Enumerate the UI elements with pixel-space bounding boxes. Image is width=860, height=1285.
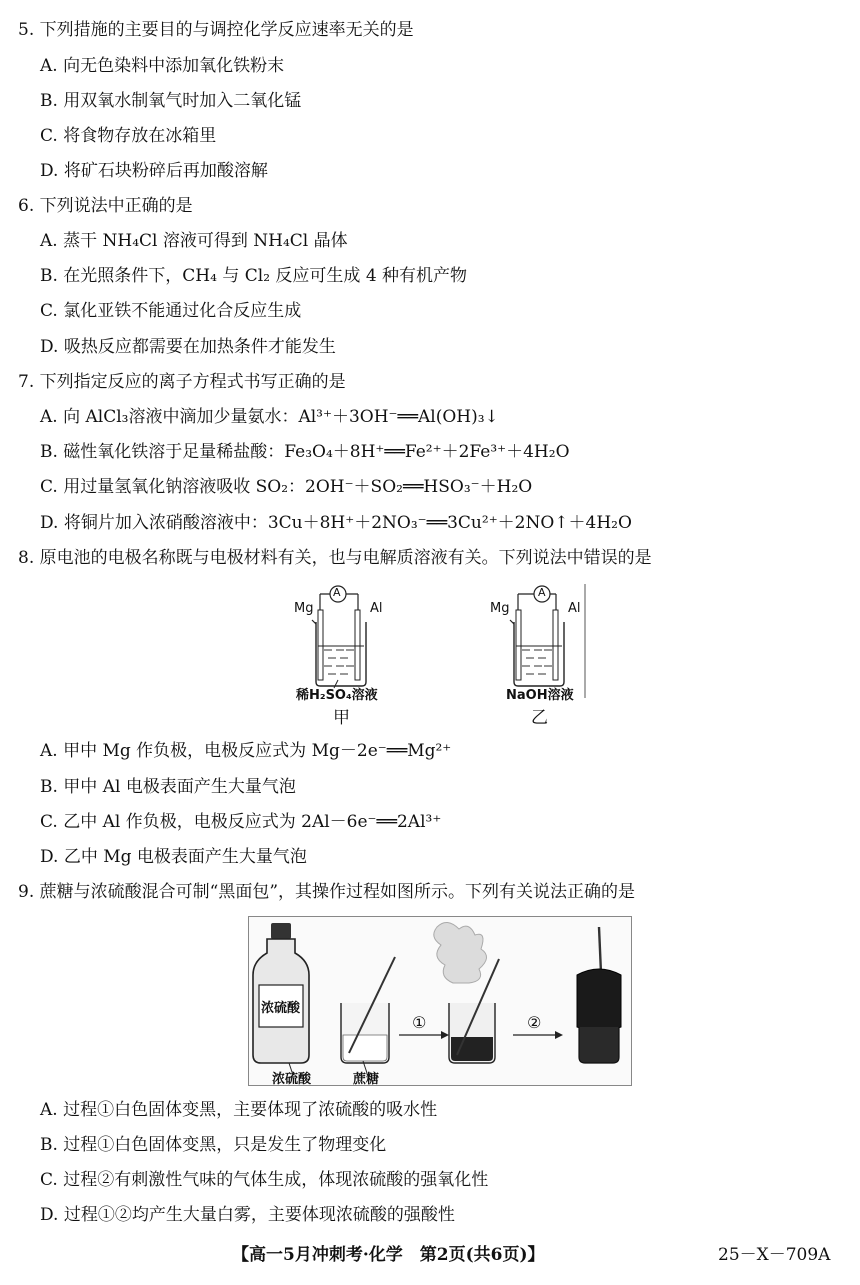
question-6-option-a: A. 蒸干 NH₄Cl 溶液可得到 NH₄Cl 晶体 bbox=[40, 231, 348, 251]
question-6-stem: 6. 下列说法中正确的是 bbox=[18, 196, 193, 216]
acid-caption: 浓硫酸 bbox=[272, 1072, 312, 1087]
step-2-label: ② bbox=[527, 1013, 542, 1032]
question-6-option-c: C. 氯化亚铁不能通过化合反应生成 bbox=[40, 301, 302, 321]
question-8-option-b: B. 甲中 Al 电极表面产生大量气泡 bbox=[40, 777, 296, 797]
black-bread-experiment-figure bbox=[248, 916, 632, 1086]
cell-yi-ammeter-label: A bbox=[538, 586, 546, 599]
cell-jia-solution-label: 稀H₂SO₄溶液 bbox=[296, 688, 378, 703]
acid-bottle-label: 浓硫酸 bbox=[261, 1001, 301, 1016]
question-8-option-d: D. 乙中 Mg 电极表面产生大量气泡 bbox=[40, 847, 307, 867]
cell-jia-ammeter-label: A bbox=[333, 586, 341, 599]
cell-yi-electrode-mg: Mg bbox=[490, 601, 510, 616]
question-9-option-a: A. 过程①白色固体变黑，主要体现了浓硫酸的吸水性 bbox=[40, 1100, 438, 1120]
cell-diagram-yi bbox=[488, 584, 588, 703]
page-footer-title: 【高一5月冲刺考·化学 第2页(共6页)】 bbox=[232, 1245, 545, 1265]
question-8-option-a: A. 甲中 Mg 作负极，电极反应式为 Mg－2e⁻══Mg²⁺ bbox=[40, 741, 452, 761]
question-8-stem: 8. 原电池的电极名称既与电极材料有关，也与电解质溶液有关。下列说法中错误的是 bbox=[18, 548, 652, 568]
question-5-option-d: D. 将矿石块粉碎后再加酸溶解 bbox=[40, 161, 268, 181]
page-footer-code: 25－X－709A bbox=[718, 1245, 831, 1265]
black-bread-experiment-drawing bbox=[249, 917, 631, 1085]
question-7-stem: 7. 下列指定反应的离子方程式书写正确的是 bbox=[18, 372, 346, 392]
cell-yi-electrode-al: Al bbox=[568, 601, 581, 616]
cell-yi-solution-label: NaOH溶液 bbox=[506, 688, 574, 703]
question-5-stem: 5. 下列措施的主要目的与调控化学反应速率无关的是 bbox=[18, 20, 414, 40]
cell-yi-caption: 乙 bbox=[531, 708, 548, 728]
question-5-option-b: B. 用双氧水制氧气时加入二氧化锰 bbox=[40, 91, 302, 111]
step-1-label: ① bbox=[412, 1013, 427, 1032]
question-5-option-c: C. 将食物存放在冰箱里 bbox=[40, 126, 217, 146]
question-6-option-d: D. 吸热反应都需要在加热条件才能发生 bbox=[40, 337, 336, 357]
question-9-option-c: C. 过程②有刺激性气味的气体生成，体现浓硫酸的强氧化性 bbox=[40, 1170, 489, 1190]
question-5-option-a: A. 向无色染料中添加氧化铁粉末 bbox=[40, 56, 285, 76]
cell-jia-caption: 甲 bbox=[333, 708, 350, 728]
cell-diagram-jia bbox=[290, 584, 390, 703]
question-7-option-a: A. 向 AlCl₃溶液中滴加少量氨水：Al³⁺＋3OH⁻══Al(OH)₃↓ bbox=[40, 407, 499, 427]
question-7-option-b: B. 磁性氧化铁溶于足量稀盐酸：Fe₃O₄＋8H⁺══Fe²⁺＋2Fe³⁺＋4H₂O bbox=[40, 442, 570, 462]
question-9-option-b: B. 过程①白色固体变黑，只是发生了物理变化 bbox=[40, 1135, 387, 1155]
question-9-stem: 9. 蔗糖与浓硫酸混合可制“黑面包”，其操作过程如图所示。下列有关说法正确的是 bbox=[18, 882, 636, 902]
question-8-option-c: C. 乙中 Al 作负极，电极反应式为 2Al－6e⁻══2Al³⁺ bbox=[40, 812, 442, 832]
cell-jia-electrode-mg: Mg bbox=[294, 601, 314, 616]
question-7-option-d: D. 将铜片加入浓硝酸溶液中：3Cu＋8H⁺＋2NO₃⁻══3Cu²⁺＋2NO↑＋4H₂O bbox=[40, 513, 632, 533]
question-7-option-c: C. 用过量氢氧化钠溶液吸收 SO₂：2OH⁻＋SO₂══HSO₃⁻＋H₂O bbox=[40, 477, 533, 497]
question-6-option-b: B. 在光照条件下，CH₄ 与 Cl₂ 反应可生成 4 种有机产物 bbox=[40, 266, 468, 286]
question-9-option-d: D. 过程①②均产生大量白雾，主要体现浓硫酸的强酸性 bbox=[40, 1205, 455, 1225]
cell-jia-electrode-al: Al bbox=[370, 601, 383, 616]
sugar-caption: 蔗糖 bbox=[353, 1072, 380, 1087]
